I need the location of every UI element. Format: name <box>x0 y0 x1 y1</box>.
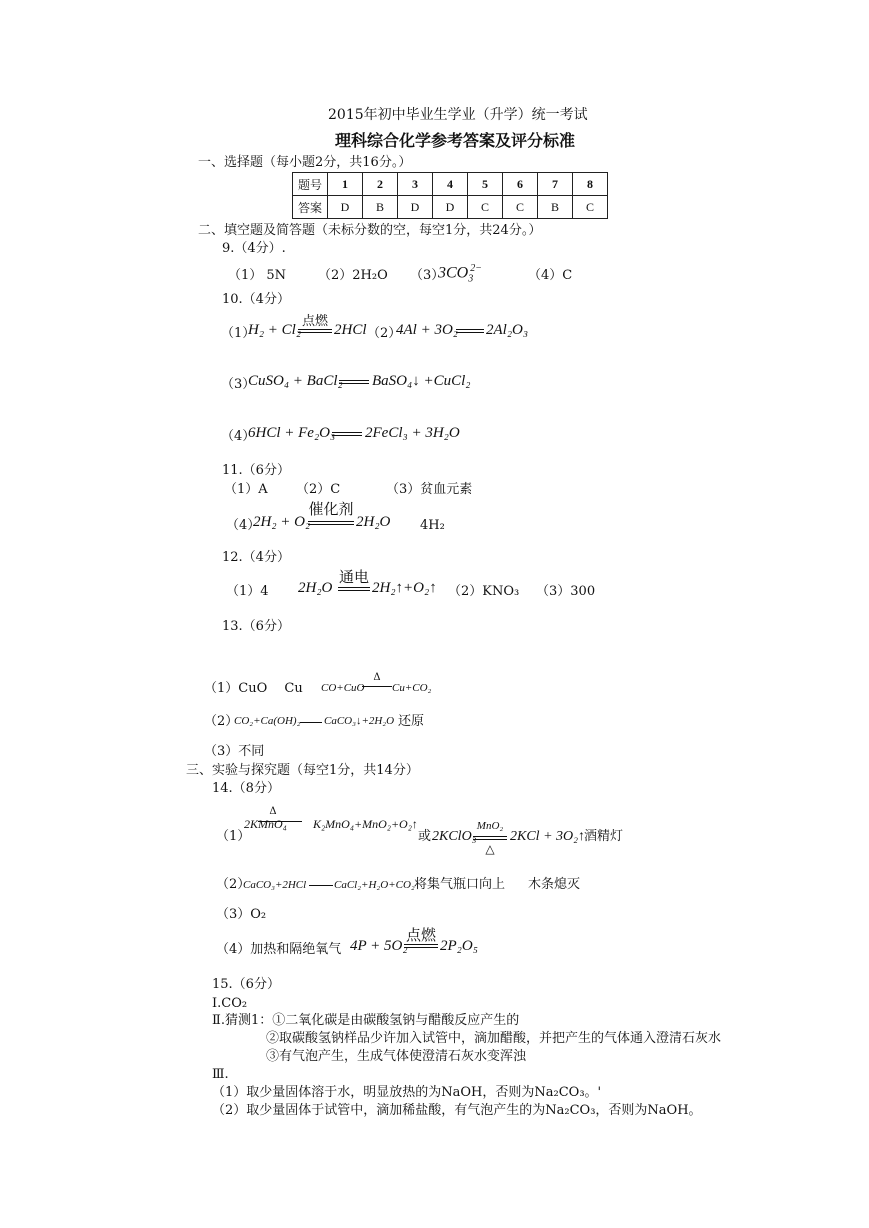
q13-answer-3: （3）不同 <box>204 744 265 759</box>
q10-eq4-left: 6HCl + Fe₂O₃ <box>248 425 336 441</box>
q9-heading: 9.（4分）. <box>222 241 286 256</box>
table-cell-answer: D <box>398 196 433 219</box>
table-cell-number: 5 <box>468 173 503 196</box>
q13-heading: 13.（6分） <box>222 619 290 634</box>
q14-eq3-right: CaCl₂+H₂O+CO₂↑ <box>334 879 421 891</box>
table-cell-number: 6 <box>503 173 538 196</box>
table-cell-answer: C <box>503 196 538 219</box>
table-cell-label: 答案 <box>293 196 328 219</box>
q15-heading: 15.（6分） <box>212 977 280 992</box>
q14-eq2-catalyst: MnO₂ <box>476 820 504 832</box>
exam-title: 2015年初中毕业生学业（升学）统一考试 <box>328 107 588 123</box>
q14-answer-2-tail: 将集气瓶口向上 <box>414 877 506 892</box>
q14-label-4: （4）加热和隔绝氧气 <box>216 942 342 957</box>
q14-eq4-right: 2P₂O₅ <box>440 938 478 954</box>
table-cell-number: 4 <box>433 173 468 196</box>
q11-eq-right: 2H₂O <box>356 514 391 530</box>
section3-heading: 三、实验与探究题（每空1分，共14分） <box>186 763 419 778</box>
q13-eq2-right: CaCO₃↓+2H₂O <box>324 715 395 727</box>
q14-eq1-line <box>258 821 302 822</box>
q14-eq1-condition: Δ <box>269 806 277 817</box>
q13-label-2: （2） <box>204 714 239 729</box>
q12-eq-equals <box>338 587 370 591</box>
q11-heading: 11.（6分） <box>222 463 290 478</box>
q12-eq-left: 2H₂O <box>298 580 333 596</box>
q14-answer-2-tail2: 木条熄灭 <box>528 877 581 892</box>
q12-answer-1: （1）4 <box>226 584 269 599</box>
q10-eq3-right: BaSO₄↓ +CuCl₂ <box>372 373 471 389</box>
answer-key-title: 理科综合化学参考答案及评分标准 <box>335 131 576 150</box>
table-cell-answer: B <box>538 196 573 219</box>
q10-label-1: （1） <box>221 326 256 341</box>
table-cell-number: 1 <box>328 173 363 196</box>
q15-part-2: Ⅱ.猜测1：①二氧化碳是由碳酸氢钠与醋酸反应产生的 <box>212 1013 520 1028</box>
section1-heading: 一、选择题（每小题2分，共16分。） <box>198 155 412 170</box>
q11-answer-1: （1）A <box>224 482 268 497</box>
q10-eq2-left: 4Al + 3O₂ <box>396 322 458 338</box>
q14-heading: 14.（8分） <box>212 781 280 796</box>
q9-carbonate-formula: $3CO_3^{2-}$ <box>438 263 482 285</box>
q14-label-1: （1） <box>216 829 251 844</box>
q14-eq2-equals <box>473 836 507 840</box>
q9-answer-2: （2）2H₂O <box>318 268 388 283</box>
q11-answer-extra: 4H₂ <box>420 518 445 533</box>
q15-part-3: Ⅲ. <box>212 1067 229 1082</box>
q10-eq2-equals <box>456 329 484 333</box>
q14-eq1-right: K₂MnO₄+MnO₂+O₂↑ <box>313 817 418 831</box>
q15-part-2-step3: ③有气泡产生，生成气体使澄清石灰水变浑浊 <box>266 1049 527 1064</box>
q14-eq1-left: 2KMnO₄ <box>244 817 287 831</box>
q12-eq-condition: 通电 <box>338 568 369 586</box>
q10-eq2-right: 2Al₂O₃ <box>486 322 529 338</box>
q13-eq1-left: CO+CuO <box>321 682 365 694</box>
q14-eq4-left: 4P + 5O₂ <box>350 938 408 954</box>
section2-heading: 二、填空题及简答题（未标分数的空，每空1分，共24分。） <box>198 223 542 238</box>
q14-eq3-left: CaCO₃+2HCl <box>243 879 307 891</box>
q9-answer-4: （4）C <box>528 268 573 283</box>
q12-heading: 12.（4分） <box>222 550 290 565</box>
q13-eq1-line <box>362 686 392 687</box>
table-cell-label: 题号 <box>293 173 328 196</box>
q11-eq-equals <box>308 521 354 525</box>
q11-answer-3: （3）贫血元素 <box>386 482 473 497</box>
q13-answer-1: （1）CuO Cu <box>204 681 303 696</box>
table-cell-answer: B <box>363 196 398 219</box>
table-row-numbers <box>293 173 608 196</box>
q10-eq1-right: 2HCl <box>334 322 367 338</box>
q14-eq2-left: 2KClO₃ <box>432 829 477 844</box>
q10-eq4-right: 2FeCl₃ + 3H₂O <box>365 425 460 441</box>
q9-answer-1: （1） 5N <box>228 268 287 283</box>
q9-answer-3-label: （3） <box>410 268 445 283</box>
q10-label-4: （4） <box>221 429 256 444</box>
q10-heading: 10.（4分） <box>222 292 290 307</box>
q10-eq1-left: H₂ + Cl₂ <box>248 322 302 338</box>
q14-label-2: （2） <box>216 877 251 892</box>
q10-eq3-equals <box>339 380 369 384</box>
q10-eq3-left: CuSO₄ + BaCl₂ <box>248 373 343 389</box>
table-cell-answer: C <box>468 196 503 219</box>
table-cell-number: 8 <box>573 173 608 196</box>
q14-eq4-condition: 点燃 <box>405 926 436 944</box>
table-row-answers <box>293 196 608 219</box>
q14-eq2-heat: △ <box>485 842 495 856</box>
q15-part-2-step2: ②取碳酸氢钠样品少许加入试管中，滴加醋酸，并把产生的气体通入澄清石灰水 <box>266 1031 722 1046</box>
q14-eq4-equals <box>404 944 438 948</box>
q10-eq1-equals <box>298 329 332 333</box>
q14-or: 或 <box>418 829 432 844</box>
table-cell-answer: C <box>573 196 608 219</box>
q12-eq-right: 2H₂↑+O₂↑ <box>372 580 437 596</box>
table-cell-answer: D <box>433 196 468 219</box>
q10-label-2: （2） <box>367 326 402 341</box>
q13-eq1-condition: Δ <box>373 672 381 683</box>
q10-eq1-condition: 点燃 <box>301 314 328 329</box>
q11-answer-2: （2）C <box>296 482 341 497</box>
q14-eq3-line <box>309 885 333 886</box>
q12-answer-2: （2）KNO₃ <box>448 584 520 599</box>
q12-answer-3: （3）300 <box>536 584 596 599</box>
q14-answer-1-tail: 酒精灯 <box>584 829 624 844</box>
q13-answer-2-tail: 还原 <box>398 714 425 729</box>
q13-eq2-left: CO₂+Ca(OH)₂ <box>234 715 301 727</box>
q15-part-3-method2: （2）取少量固体于试管中，滴加稀盐酸，有气泡产生的为Na₂CO₃，否则为NaOH。 <box>212 1103 702 1118</box>
q15-part-1: Ⅰ.CO₂ <box>212 996 248 1011</box>
q11-eq-condition: 催化剂 <box>308 500 354 518</box>
q13-eq2-line <box>300 722 322 723</box>
answer-table <box>292 172 608 219</box>
q11-eq-left: 2H₂ + O₂ <box>253 514 311 530</box>
q10-label-3: （3） <box>221 377 256 392</box>
q11-label-4: （4） <box>226 518 261 533</box>
table-cell-number: 7 <box>538 173 573 196</box>
q13-eq1-right: Cu+CO₂ <box>392 682 432 694</box>
q14-answer-3: （3）O₂ <box>216 907 267 922</box>
q10-eq4-equals <box>332 432 362 436</box>
table-cell-number: 3 <box>398 173 433 196</box>
table-cell-answer: D <box>328 196 363 219</box>
table-cell-number: 2 <box>363 173 398 196</box>
q15-part-3-method1: （1）取少量固体溶于水，明显放热的为NaOH，否则为Na₂CO₃。' <box>212 1085 602 1100</box>
q14-eq2-right: 2KCl + 3O₂↑ <box>510 829 585 844</box>
